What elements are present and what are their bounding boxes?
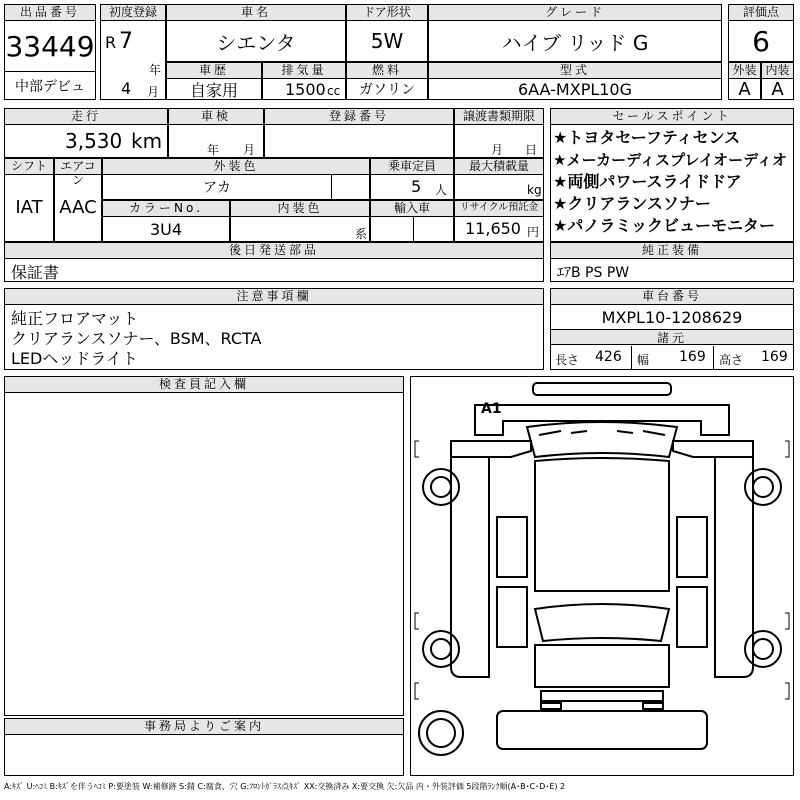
interior-color-label: 内装色	[231, 201, 369, 217]
equipment: ｴｱB PS PW	[557, 265, 630, 281]
office-label: 事務局よりご案内	[5, 719, 403, 735]
mileage-box	[4, 108, 168, 158]
equipment-box	[550, 242, 794, 282]
inspector-label: 検査員記入欄	[5, 377, 403, 393]
car-name-box	[166, 4, 346, 62]
height: 169	[761, 349, 788, 365]
grade-box	[428, 4, 722, 62]
note-line: LEDヘッドライト	[11, 349, 138, 368]
event-name: 中部デビュ	[15, 79, 85, 95]
inspector-box	[4, 376, 404, 716]
model-label: 型式	[429, 63, 721, 79]
later-parts-label: 後日発送部品	[5, 243, 543, 259]
color-number: 3U4	[149, 219, 183, 239]
length-label: 長さ	[555, 353, 580, 367]
later-parts: 保証書	[11, 263, 60, 282]
transfer-deadline-label: 譲渡書類期限	[455, 109, 543, 125]
history-label: 車歴	[167, 63, 261, 79]
car-outline-graphic	[411, 377, 793, 775]
width-label: 幅	[637, 353, 650, 367]
import-label: 輸入車	[371, 201, 453, 217]
exterior-grade: A	[738, 78, 751, 100]
chassis-box	[550, 288, 794, 370]
registration-number-label: 登録番号	[265, 109, 453, 125]
first-reg-label: 初度登録	[101, 5, 165, 21]
lot-label: 出品番号	[5, 5, 95, 21]
fuel-box	[346, 62, 428, 100]
history-box	[166, 62, 262, 100]
door-type: 5W	[370, 29, 404, 53]
fuel: ガソリン	[359, 82, 415, 98]
exterior-color-label: 外装色	[103, 159, 369, 175]
inspection-label: 車検	[169, 109, 263, 125]
exterior-color: アカ	[203, 180, 231, 196]
score-label: 評価点	[729, 5, 793, 21]
width: 169	[679, 349, 706, 365]
specs-label: 諸元	[656, 331, 687, 345]
exterior-label: 外装	[729, 63, 760, 79]
score: 6	[752, 24, 770, 58]
sales-points-label: セールスポイント	[551, 109, 793, 125]
later-parts-box	[4, 242, 544, 282]
import-box	[370, 200, 454, 242]
sales-point: ★両側パワースライドドア	[553, 172, 742, 191]
lot-number: 33449	[5, 29, 95, 63]
equipment-label: 純正装備	[551, 243, 793, 259]
car-name: シエンタ	[216, 30, 296, 55]
inspection-box	[168, 108, 264, 158]
sales-point: ★トヨタセーフティセンス	[553, 128, 741, 147]
mileage: 3,530	[65, 129, 123, 153]
shift: IAT	[15, 197, 43, 218]
history: 自家用	[189, 80, 238, 100]
height-label: 高さ	[719, 353, 744, 367]
reg-month-unit: 月	[147, 85, 160, 99]
door-label: ドア形状	[347, 5, 427, 21]
displacement-box	[262, 62, 346, 100]
inspection-year-unit: 年	[207, 143, 220, 157]
recycle-label: リサイクル預託金	[455, 201, 543, 217]
era: R	[105, 33, 117, 52]
interior-color-box	[230, 200, 370, 242]
recycle-amount: 11,650	[465, 219, 521, 238]
reg-year-unit: 年	[149, 63, 162, 77]
legend: A:ｷｽﾞ U:ﾍｺﾐ B:ｷｽﾞを伴うﾍｺﾐ P:要塗装 W:補修跡 S:錆 C:腐食、穴 G:ﾌﾛﾝﾄｶﾞﾗｽ点ｷｽﾞ XX:交換済み X:要交換 欠:欠品 内・外装評価 5段階ﾗﾝｸ順(A･B･C･D･E) 2	[4, 782, 566, 791]
damage-mark-a1: A1	[481, 401, 502, 417]
max-load-label: 最大積載量	[455, 159, 543, 175]
capacity-box	[370, 158, 454, 200]
interior-grade-box	[761, 62, 794, 100]
note-line: クリアランスソナー、BSM、RCTA	[11, 329, 262, 348]
aircon-box	[54, 158, 102, 242]
displacement-label: 排気量	[263, 63, 345, 79]
car-condition-diagram	[410, 376, 794, 776]
fuel-label: 燃料	[347, 63, 427, 79]
sales-points-list	[553, 127, 793, 237]
aircon-label: エアコン	[55, 159, 101, 175]
displacement-unit: cc	[327, 84, 341, 98]
color-number-label: カラーNo.	[103, 201, 229, 217]
mileage-label: 走行	[5, 109, 167, 125]
aircon: AAC	[59, 197, 97, 218]
grade: ハイブ リッド G	[501, 30, 649, 55]
displacement: 1500	[285, 80, 326, 99]
reg-year: 7	[119, 29, 133, 54]
exterior-grade-box	[728, 62, 761, 100]
notes-list	[11, 309, 262, 369]
mileage-unit: km	[131, 129, 163, 153]
transfer-deadline-box	[454, 108, 544, 158]
inspection-month-unit: 月	[243, 143, 256, 157]
sales-points-box	[550, 108, 794, 242]
recycle-box	[454, 200, 544, 242]
sales-point: ★パノラミックビューモニター	[553, 216, 776, 235]
capacity: 5	[411, 177, 422, 196]
door-box	[346, 4, 428, 62]
transfer-day-unit: 日	[525, 143, 538, 157]
recycle-unit: 円	[527, 225, 540, 239]
notes-box	[4, 288, 544, 370]
capacity-unit: 人	[435, 183, 448, 197]
interior-grade: A	[771, 78, 784, 100]
shift-label: シフト	[5, 159, 53, 175]
max-load-unit: kg	[527, 183, 542, 197]
car-name-label: 車名	[167, 5, 345, 21]
office-box	[4, 718, 404, 776]
color-number-box	[102, 200, 230, 242]
first-registration-box	[100, 4, 166, 100]
exterior-color-box	[102, 158, 370, 200]
interior-label: 内装	[762, 63, 793, 79]
capacity-label: 乗車定員	[371, 159, 453, 175]
model-box	[428, 62, 722, 100]
score-box	[728, 4, 794, 62]
lot-box	[4, 4, 96, 100]
shift-box	[4, 158, 54, 242]
interior-color-unit: 系	[355, 227, 368, 241]
chassis-label: 車台番号	[551, 289, 793, 305]
chassis-number: MXPL10-1208629	[601, 307, 743, 327]
length: 426	[595, 349, 622, 365]
model: 6AA-MXPL10G	[517, 79, 633, 99]
reg-month: 4	[121, 79, 132, 98]
transfer-month-unit: 月	[491, 143, 504, 157]
grade-label: グレード	[429, 5, 721, 21]
registration-number-box	[264, 108, 454, 158]
max-load-box	[454, 158, 544, 200]
sales-point: ★メーカーディスプレイオーディオ	[553, 151, 787, 169]
notes-label: 注意事項欄	[5, 289, 543, 305]
sales-point: ★クリアランスソナー	[553, 194, 711, 213]
note-line: 純正フロアマット	[11, 309, 139, 328]
